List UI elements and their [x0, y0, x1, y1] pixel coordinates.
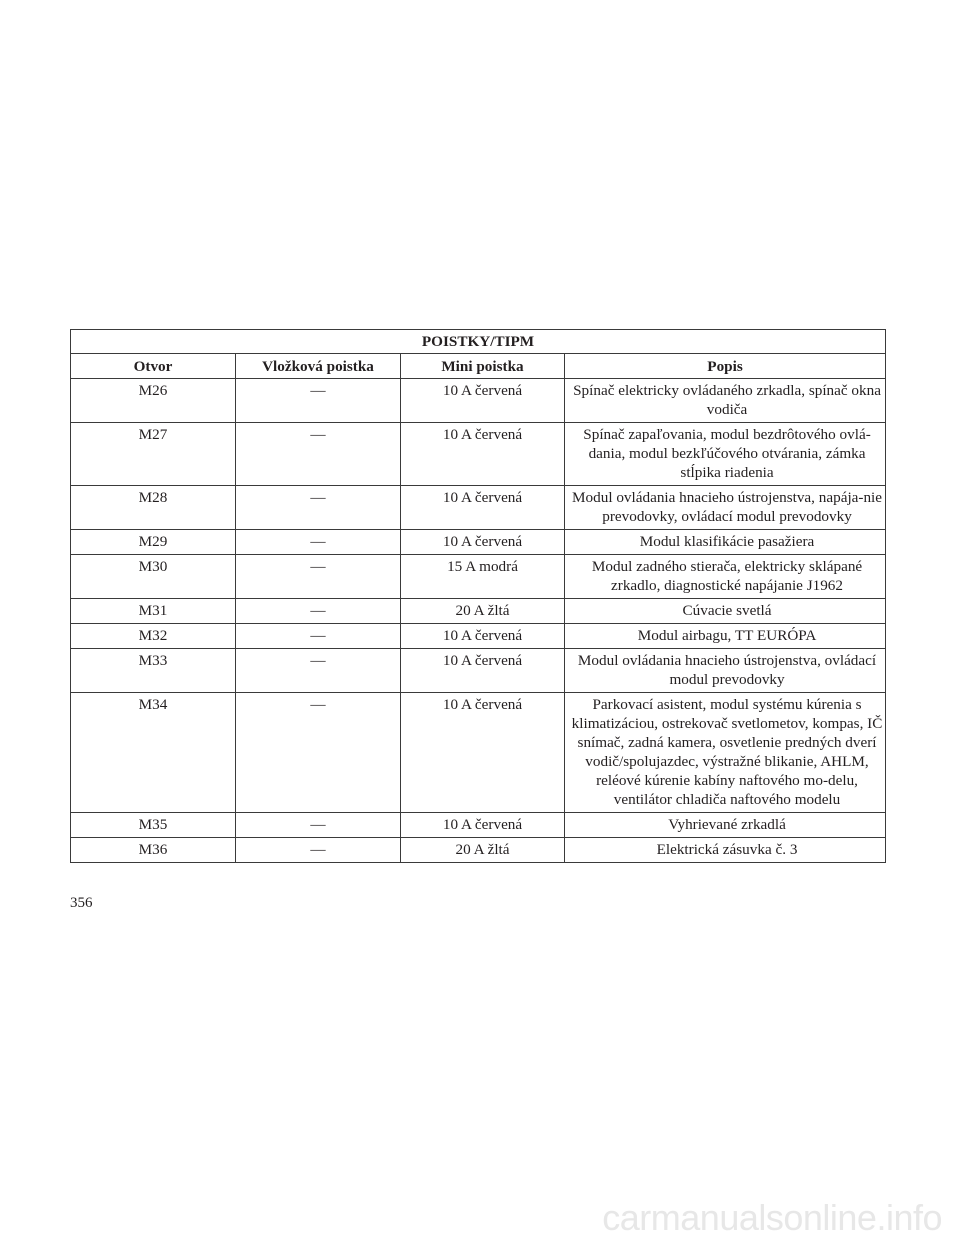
table-row — [71, 693, 886, 813]
table-row — [71, 530, 886, 555]
table-title: POISTKY/TIPM — [71, 330, 886, 354]
cell-mini-fuse: 10 A červená — [401, 486, 565, 530]
cell-mini-fuse: 10 A červená — [401, 624, 565, 649]
cell-description: Modul ovládania hnacieho ústrojenstva, ovládací modul prevodovky — [565, 649, 886, 693]
table-row — [71, 555, 886, 599]
cell-cartridge-fuse: — — [236, 599, 401, 624]
cell-cartridge-fuse: — — [236, 838, 401, 863]
cell-cavity: M28 — [71, 486, 236, 530]
cell-mini-fuse: 10 A červená — [401, 530, 565, 555]
cell-cavity: M33 — [71, 649, 236, 693]
cell-description: Elektrická zásuvka č. 3 — [565, 838, 886, 863]
cell-mini-fuse: 10 A červená — [401, 423, 565, 486]
cell-cavity: M35 — [71, 813, 236, 838]
cell-mini-fuse: 10 A červená — [401, 693, 565, 813]
cell-mini-fuse: 10 A červená — [401, 649, 565, 693]
cell-cartridge-fuse: — — [236, 624, 401, 649]
fuse-table — [70, 329, 886, 863]
table-row — [71, 649, 886, 693]
cell-mini-fuse: 10 A červená — [401, 379, 565, 423]
header-mini-fuse: Mini poistka — [401, 354, 565, 379]
table-row — [71, 813, 886, 838]
cell-cartridge-fuse: — — [236, 693, 401, 813]
table-title-row — [71, 330, 886, 354]
cell-description: Spínač elektricky ovládaného zrkadla, spínač okna vodiča — [565, 379, 886, 423]
cell-mini-fuse: 15 A modrá — [401, 555, 565, 599]
table-row — [71, 599, 886, 624]
watermark[interactable]: carmanualsonline.info — [602, 1197, 942, 1238]
cell-cartridge-fuse: — — [236, 649, 401, 693]
table-row — [71, 624, 886, 649]
cell-description: Modul klasifikácie pasažiera — [565, 530, 886, 555]
table-row — [71, 838, 886, 863]
header-cartridge-fuse: Vložková poistka — [236, 354, 401, 379]
cell-cartridge-fuse: — — [236, 555, 401, 599]
table-row — [71, 423, 886, 486]
cell-description: Modul airbagu, TT EURÓPA — [565, 624, 886, 649]
cell-description: Parkovací asistent, modul systému kúrenia s klimatizáciou, ostrekovač svetlometov, kompas, IČ snímač, zadná kamera, osvetlenie predných dverí vodič/spolujazdec, výstražné blikanie, AHLM, reléové kúrenie kabíny naftového mo-delu, ventilátor chladiča naftového modelu — [565, 693, 886, 813]
cell-cavity: M30 — [71, 555, 236, 599]
table-row — [71, 379, 886, 423]
cell-cartridge-fuse: — — [236, 379, 401, 423]
cell-mini-fuse: 20 A žltá — [401, 838, 565, 863]
table-header-row — [71, 354, 886, 379]
cell-cavity: M32 — [71, 624, 236, 649]
cell-cavity: M36 — [71, 838, 236, 863]
cell-description: Cúvacie svetlá — [565, 599, 886, 624]
cell-cavity: M27 — [71, 423, 236, 486]
header-description: Popis — [565, 354, 886, 379]
cell-description: Vyhrievané zrkadlá — [565, 813, 886, 838]
cell-description: Modul ovládania hnacieho ústrojenstva, napája-nie prevodovky, ovládací modul prevodovky — [565, 486, 886, 530]
cell-cartridge-fuse: — — [236, 813, 401, 838]
cell-cartridge-fuse: — — [236, 530, 401, 555]
cell-cavity: M34 — [71, 693, 236, 813]
cell-cavity: M31 — [71, 599, 236, 624]
cell-description: Modul zadného stierača, elektricky sklápané zrkadlo, diagnostické napájanie J1962 — [565, 555, 886, 599]
cell-cartridge-fuse: — — [236, 423, 401, 486]
cell-description: Spínač zapaľovania, modul bezdrôtového ovlá-dania, modul bezkľúčového otvárania, zámka stĺpika riadenia — [565, 423, 886, 486]
page-number: 356 — [70, 895, 93, 911]
header-cavity: Otvor — [71, 354, 236, 379]
cell-cavity: M29 — [71, 530, 236, 555]
cell-mini-fuse: 20 A žltá — [401, 599, 565, 624]
table-row — [71, 486, 886, 530]
cell-mini-fuse: 10 A červená — [401, 813, 565, 838]
cell-cavity: M26 — [71, 379, 236, 423]
cell-cartridge-fuse: — — [236, 486, 401, 530]
